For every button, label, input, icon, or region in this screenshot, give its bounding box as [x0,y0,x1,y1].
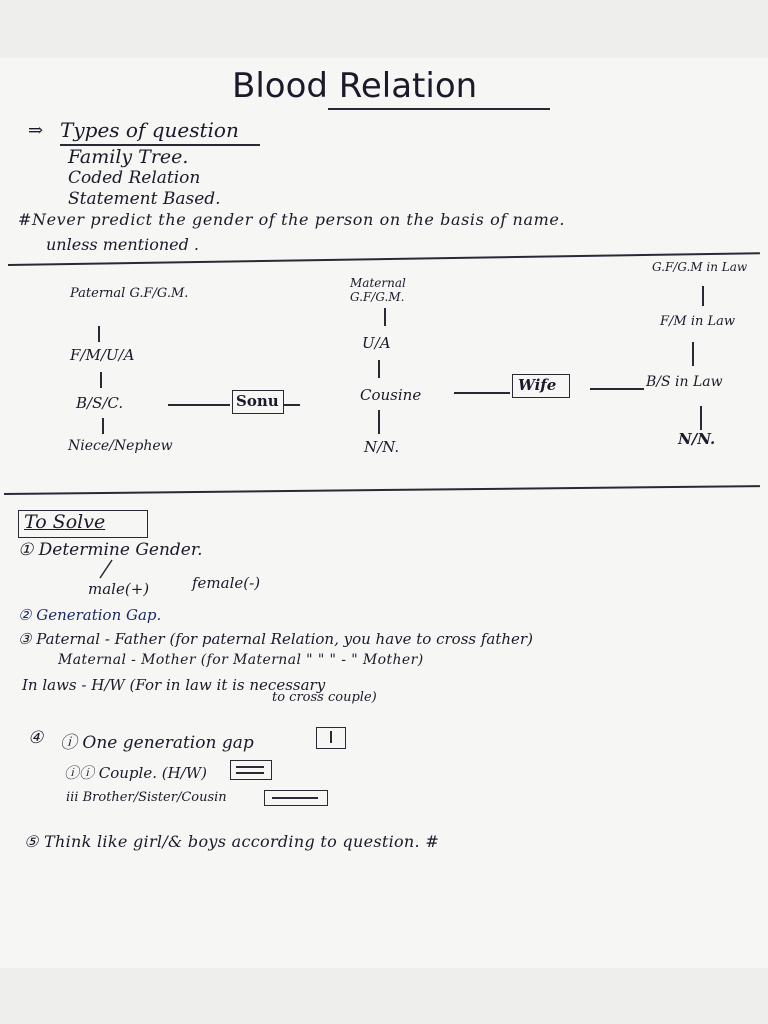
paternal-niece-nephew: Niece/Nephew [68,438,173,454]
type-item: Coded Relation [68,168,201,188]
step-4-one-gap: ⓘ One generation gap [60,733,254,753]
inlaw-grandparents: G.F/G.M in Law [652,260,748,274]
step-4: ④ [28,728,44,748]
step-4-siblings: ⅲ Brother/Sister/Cousin [66,790,227,805]
couple-symbol-bar [236,772,264,774]
male-label: male(+) [88,580,150,598]
step-3-inlaws: In laws - H/W (For in law it is necessary [22,676,326,694]
inlaw-parents: F/M in Law [660,314,736,329]
maternal-uncle-aunt: U/A [362,334,391,352]
maternal-niece-nephew: N/N. [364,438,400,456]
maternal-cousin: Cousine [360,386,422,404]
step-3-maternal: Maternal - Mother (for Maternal " " " - " Mother) [58,652,424,668]
paternal-grandparents: Paternal G.F/G.M. [70,286,189,301]
sonu-label: Sonu [236,392,279,410]
type-item: Family Tree. [68,146,189,168]
step-1: ① Determine Gender. [18,540,203,560]
siblings-symbol-bar [272,797,318,799]
gender-note-cont: unless mentioned . [46,235,200,254]
types-arrow: ⇒ [28,120,44,141]
types-heading: Types of question [60,118,239,142]
couple-symbol-bar [236,766,264,768]
type-item: Statement Based. [68,189,221,209]
step-2: ② Generation Gap. [18,606,162,624]
inlaw-niece-nephew: N/N. [678,430,716,448]
paternal-parents: F/M/U/A [70,346,135,364]
step-4-couple: ⓘⓘ Couple. (H/W) [64,764,208,782]
inlaw-siblings: B/S in Law [646,374,723,390]
couple-symbol [230,760,272,780]
one-gap-symbol-bar [330,731,332,743]
paternal-siblings: B/S/C. [76,394,124,412]
step-5: ⑤ Think like girl/& boys according to question. # [24,832,440,851]
female-label: female(-) [192,574,261,592]
step-3-inlaws-cont: to cross couple) [272,690,377,705]
page-title: Blood Relation [232,66,478,106]
to-solve-heading: To Solve [24,511,106,533]
step-3-paternal: ③ Paternal - Father (for paternal Relation, you have to cross father) [18,630,533,648]
gender-note: #Never predict the gender of the person on the basis of name. [18,210,566,229]
wife-label: Wife [518,376,557,394]
maternal-grandparents: Maternal G.F/G.M. [350,276,406,304]
